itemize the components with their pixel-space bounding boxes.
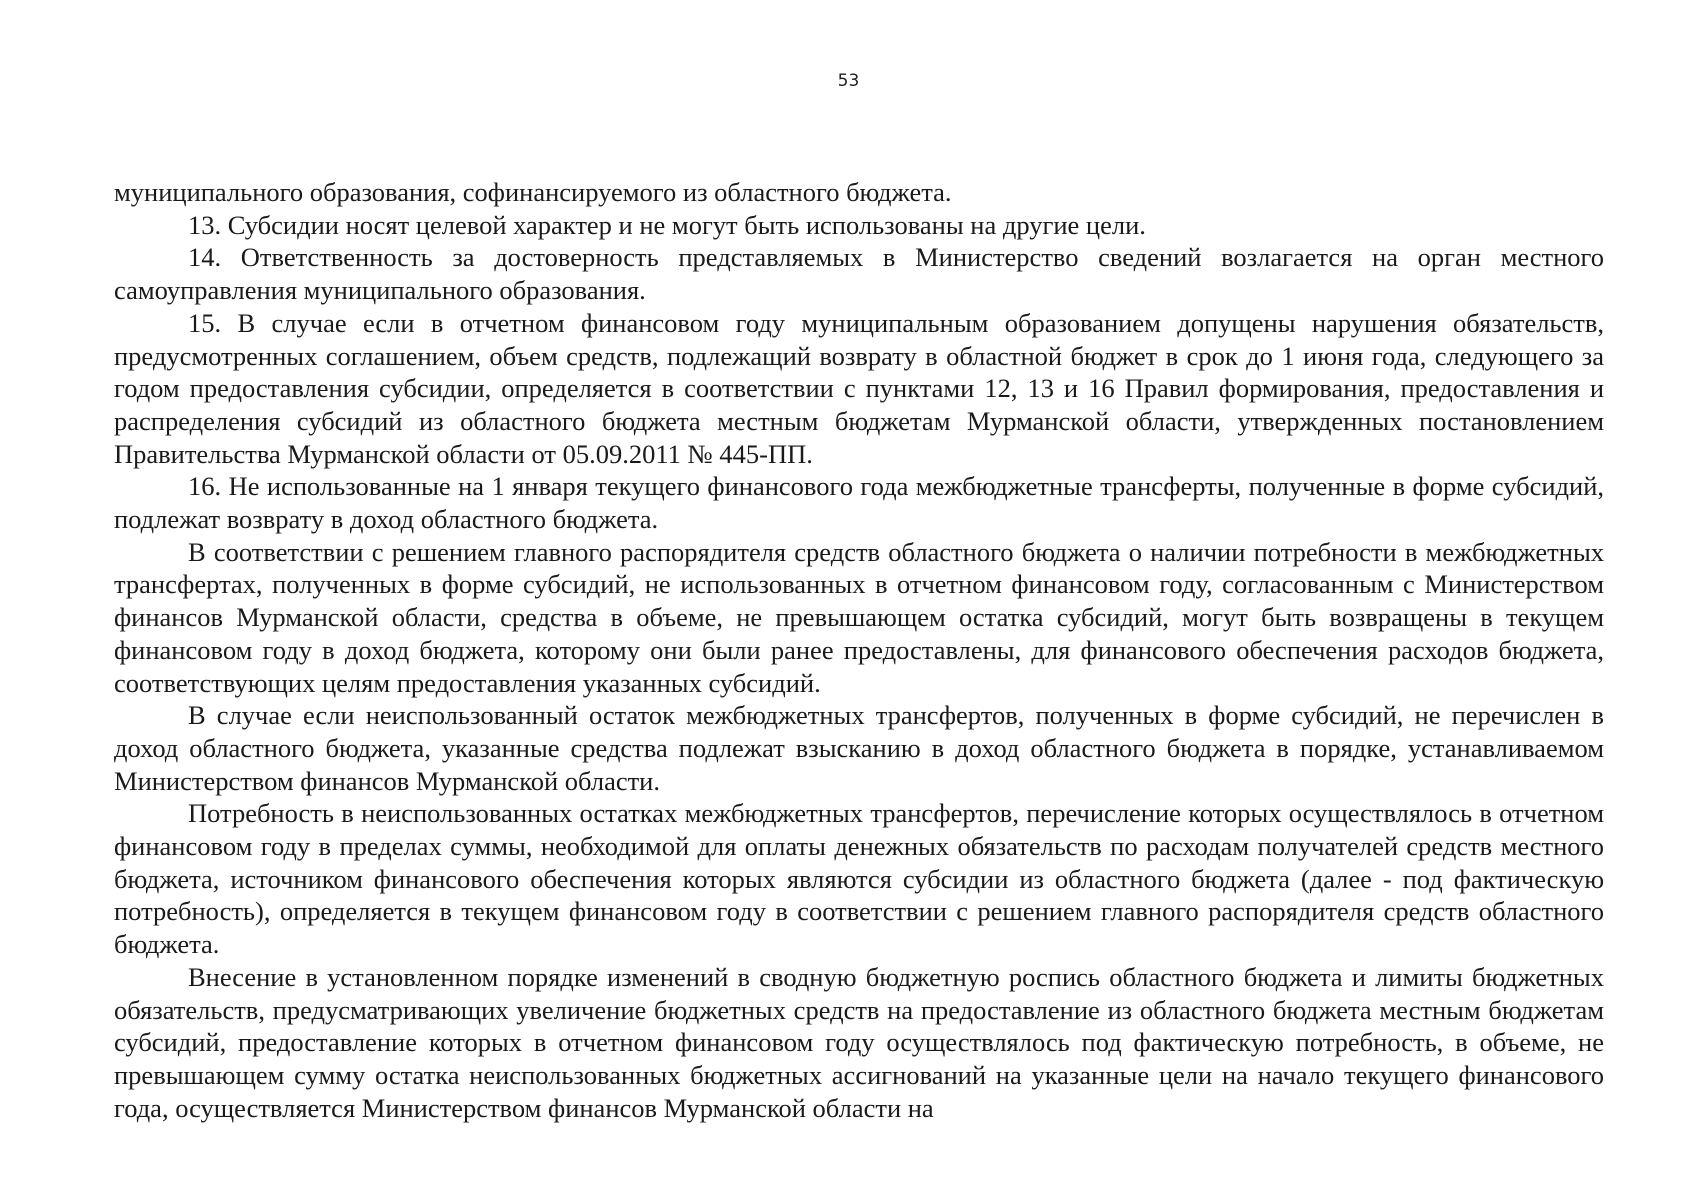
paragraph: муниципального образования, софинансируемого из областного бюджета. xyxy=(114,177,952,207)
paragraph-item-14: 14. Ответственность за достоверность представляемых в Министерство сведений возлагается на орган местного самоуправления муниципального образования. xyxy=(114,242,1604,306)
paragraph-item-13: 13. Субсидии носят целевой характер и не могут быть использованы на другие цели. xyxy=(188,209,1146,240)
paragraph-item-15: 15. В случае если в отчетном финансовом году муниципальным образованием допущены нарушения обязательств, предусмотренных соглашением, объем средств, подлежащий возврату в областной бюджет в срок до 1 июня года, следующего за годом предоставления субсидии, определяется в соответствии с пунктами 12, 13 и 16 Правил формирования, предоставления и распределения субсидий из областного бюджета местным бюджетам Мурманской области, утвержденных постановлением Правительства Мурманской области от 05.09.2011 № 445-ПП. xyxy=(114,307,1604,469)
paragraph-item-16: 16. Не использованные на 1 января текущего финансового года межбюджетные трансферты, полученные в форме субсидий, подлежат возврату в доход областного бюджета. xyxy=(114,471,1604,535)
paragraph: Потребность в неиспользованных остатках межбюджетных трансфертов, перечисление которых осуществлялось в отчетном финансовом году в пределах суммы, необходимой для оплаты денежных обязательств по расходам получателей средств местного бюджета, источником финансового обеспечения которых являются субсидии из областного бюджета (далее - под фактическую потребность), определяется в текущем финансовом году в соответствии с решением главного распорядителя средств областного бюджета. xyxy=(114,798,1604,960)
paragraph: Внесение в установленном порядке изменений в сводную бюджетную роспись областного бюджета и лимиты бюджетных обязательств, предусматривающих увеличение бюджетных средств на предоставление из областного бюджета местным бюджетам субсидий, предоставление которых в отчетном финансовом году осуществлялось под фактическую потребность, в объеме, не превышающем сумму остатка неиспользованных бюджетных ассигнований на указанные цели на начало текущего финансового года, осуществляется Министерством финансов Мурманской области на xyxy=(114,961,1604,1123)
page-number: 53 xyxy=(837,71,860,91)
paragraph: В соответствии с решением главного распорядителя средств областного бюджета о наличии потребности в межбюджетных трансфертах, полученных в форме субсидий, не использованных в отчетном финансовом году, согласованным с Министерством финансов Мурманской области, средства в объеме, не превышающем остатка субсидий, могут быть возвращены в текущем финансовом году в доход бюджета, которому они были ранее предоставлены, для финансового обеспечения расходов бюджета, соответствующих целям предоставления указанных субсидий. xyxy=(114,536,1604,698)
paragraph: В случае если неиспользованный остаток межбюджетных трансфертов, полученных в форме субсидий, не перечислен в доход областного бюджета, указанные средства подлежат взысканию в доход областного бюджета в порядке, устанавливаемом Министерством финансов Мурманской области. xyxy=(114,700,1604,796)
document-body xyxy=(114,176,1604,1124)
